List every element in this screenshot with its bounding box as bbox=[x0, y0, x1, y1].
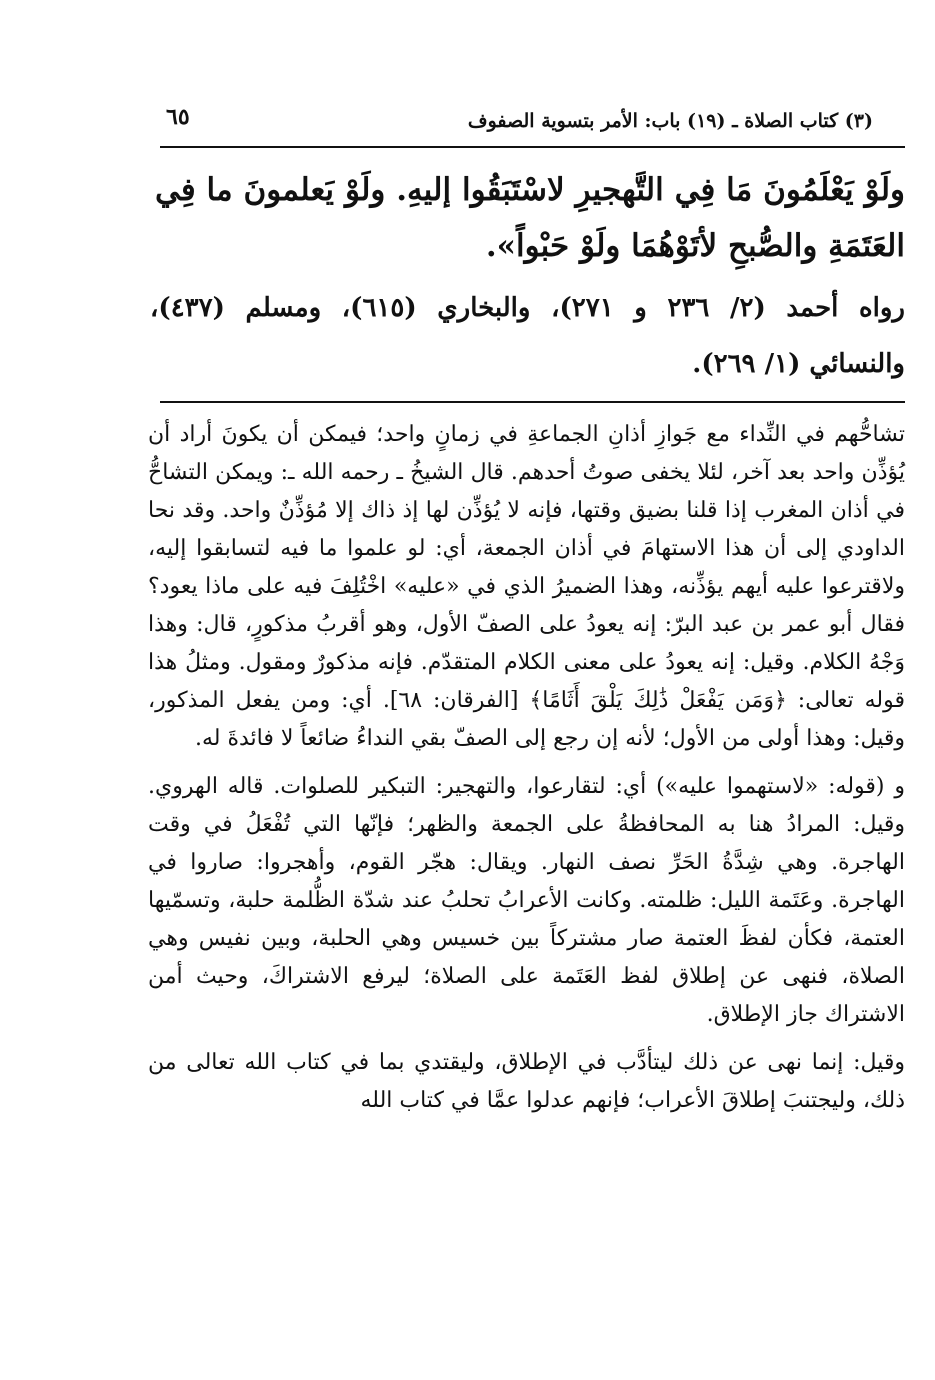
page-header bbox=[160, 104, 905, 144]
commentary-paragraph-1: تشاحُّهم في النِّداء مع جَوازِ أذانِ الجماعةِ في زمانٍ واحد؛ فيمكن أن يكونَ أراد أن يُؤذِّن واحد بعد آخر، لئلا يخفى صوتُ أحدهم. قال الشيخُ ـ رحمه الله ـ: ويمكن التشاحُّ في أذان المغرب إذا قلنا بضيق وقتها، فإنه لا يُؤذِّن لها إذ ذاك إلا مُؤذِّنٌ واحد. وقد نحا الداودي إلى أن هذا الاستهامَ في أذان الجمعة، أي: لو علموا ما فيه لتسابقوا إليه، ولاقترعوا عليه أيهم يؤذِّنه، وهذا الضميرُ الذي في «عليه» اخْتُلِفَ فيه على ماذا يعود؟ فقال أبو عمر بن عبد البرّ: إنه يعودُ على الصفّ الأول، وهو أقربُ مذكورٍ، قال: وهذا وَجْهُ الكلام. وقيل: إنه يعودُ على معنى الكلام المتقدّم. فإنه مذكورٌ ومقول. ومثلُ هذا قوله تعالى: ﴿وَمَن يَفْعَلْ ذَٰلِكَ يَلْقَ أَثَامًا﴾ [الفرقان: ٦٨]. أي: ومن يفعل المذكور، وقيل: وهذا أولى من الأول؛ لأنه إن رجع إلى الصفّ بقي النداءُ ضائعاً لا فائدةَ له. bbox=[148, 422, 906, 751]
commentary-paragraph-2: و (قوله: «لاستهموا عليه») أي: لتقارعوا، والتهجير: التبكير للصلوات. قاله الهروي. وقيل: المرادُ هنا به المحافظةُ على الجمعة والظهر؛ فإنّها التي تُفْعَلُ في وقت الهاجرة. وهي شِدَّةُ الحَرِّ نصف النهار. ويقال: هجّر القوم، وأهجروا: صاروا في الهاجرة. وعَتَمة الليل: ظلمته. وكانت الأعرابُ تحلبُ عند شدّة الظُّلمة حلبة، وتسمّيها العتمة، فكأن لفظَ العتمة صار مشتركاً بين خسيس وهي الحلبة، وبين نفيس وهي الصلاة، فنهى عن إطلاق لفظ العَتَمة على الصلاة؛ ليرفع الاشتراكَ، وحيث أمن الاشتراك جاز الإطلاق. bbox=[148, 774, 905, 1027]
commentary-block bbox=[148, 416, 905, 1130]
hadith-text: ولَوْ يَعْلَمُونَ مَا فِي التَّهجيرِ لاسْتَبَقُوا إليهِ. ولَوْ يَعلمونَ ما فِي العَتَمَةِ والصُّبحِ لأتَوْهُمَا ولَوْ حَبْواً». bbox=[155, 172, 905, 264]
commentary-divider bbox=[160, 401, 905, 403]
commentary-paragraph-3: وقيل: إنما نهى عن ذلك ليتأدَّب في الإطلاق، وليقتدي بما في كتاب الله تعالى من ذلك، وليجتنبَ إطلاقَ الأعراب؛ فإنهم عدلوا عمَّا في كتاب الله bbox=[148, 1050, 905, 1113]
running-title: (٣) كتاب الصلاة ـ (١٩) باب: الأمر بتسوية الصفوف bbox=[467, 110, 873, 132]
page-number: ٦٥ bbox=[166, 104, 190, 130]
header-divider bbox=[160, 146, 905, 148]
hadith-text-block bbox=[155, 162, 905, 274]
narration-block bbox=[150, 280, 905, 392]
narration-text: رواه أحمد (٢/ ٢٣٦ و ٢٧١)، والبخاري (٦١٥)، ومسلم (٤٣٧)، والنسائي (١/ ٢٦٩). bbox=[150, 293, 905, 379]
